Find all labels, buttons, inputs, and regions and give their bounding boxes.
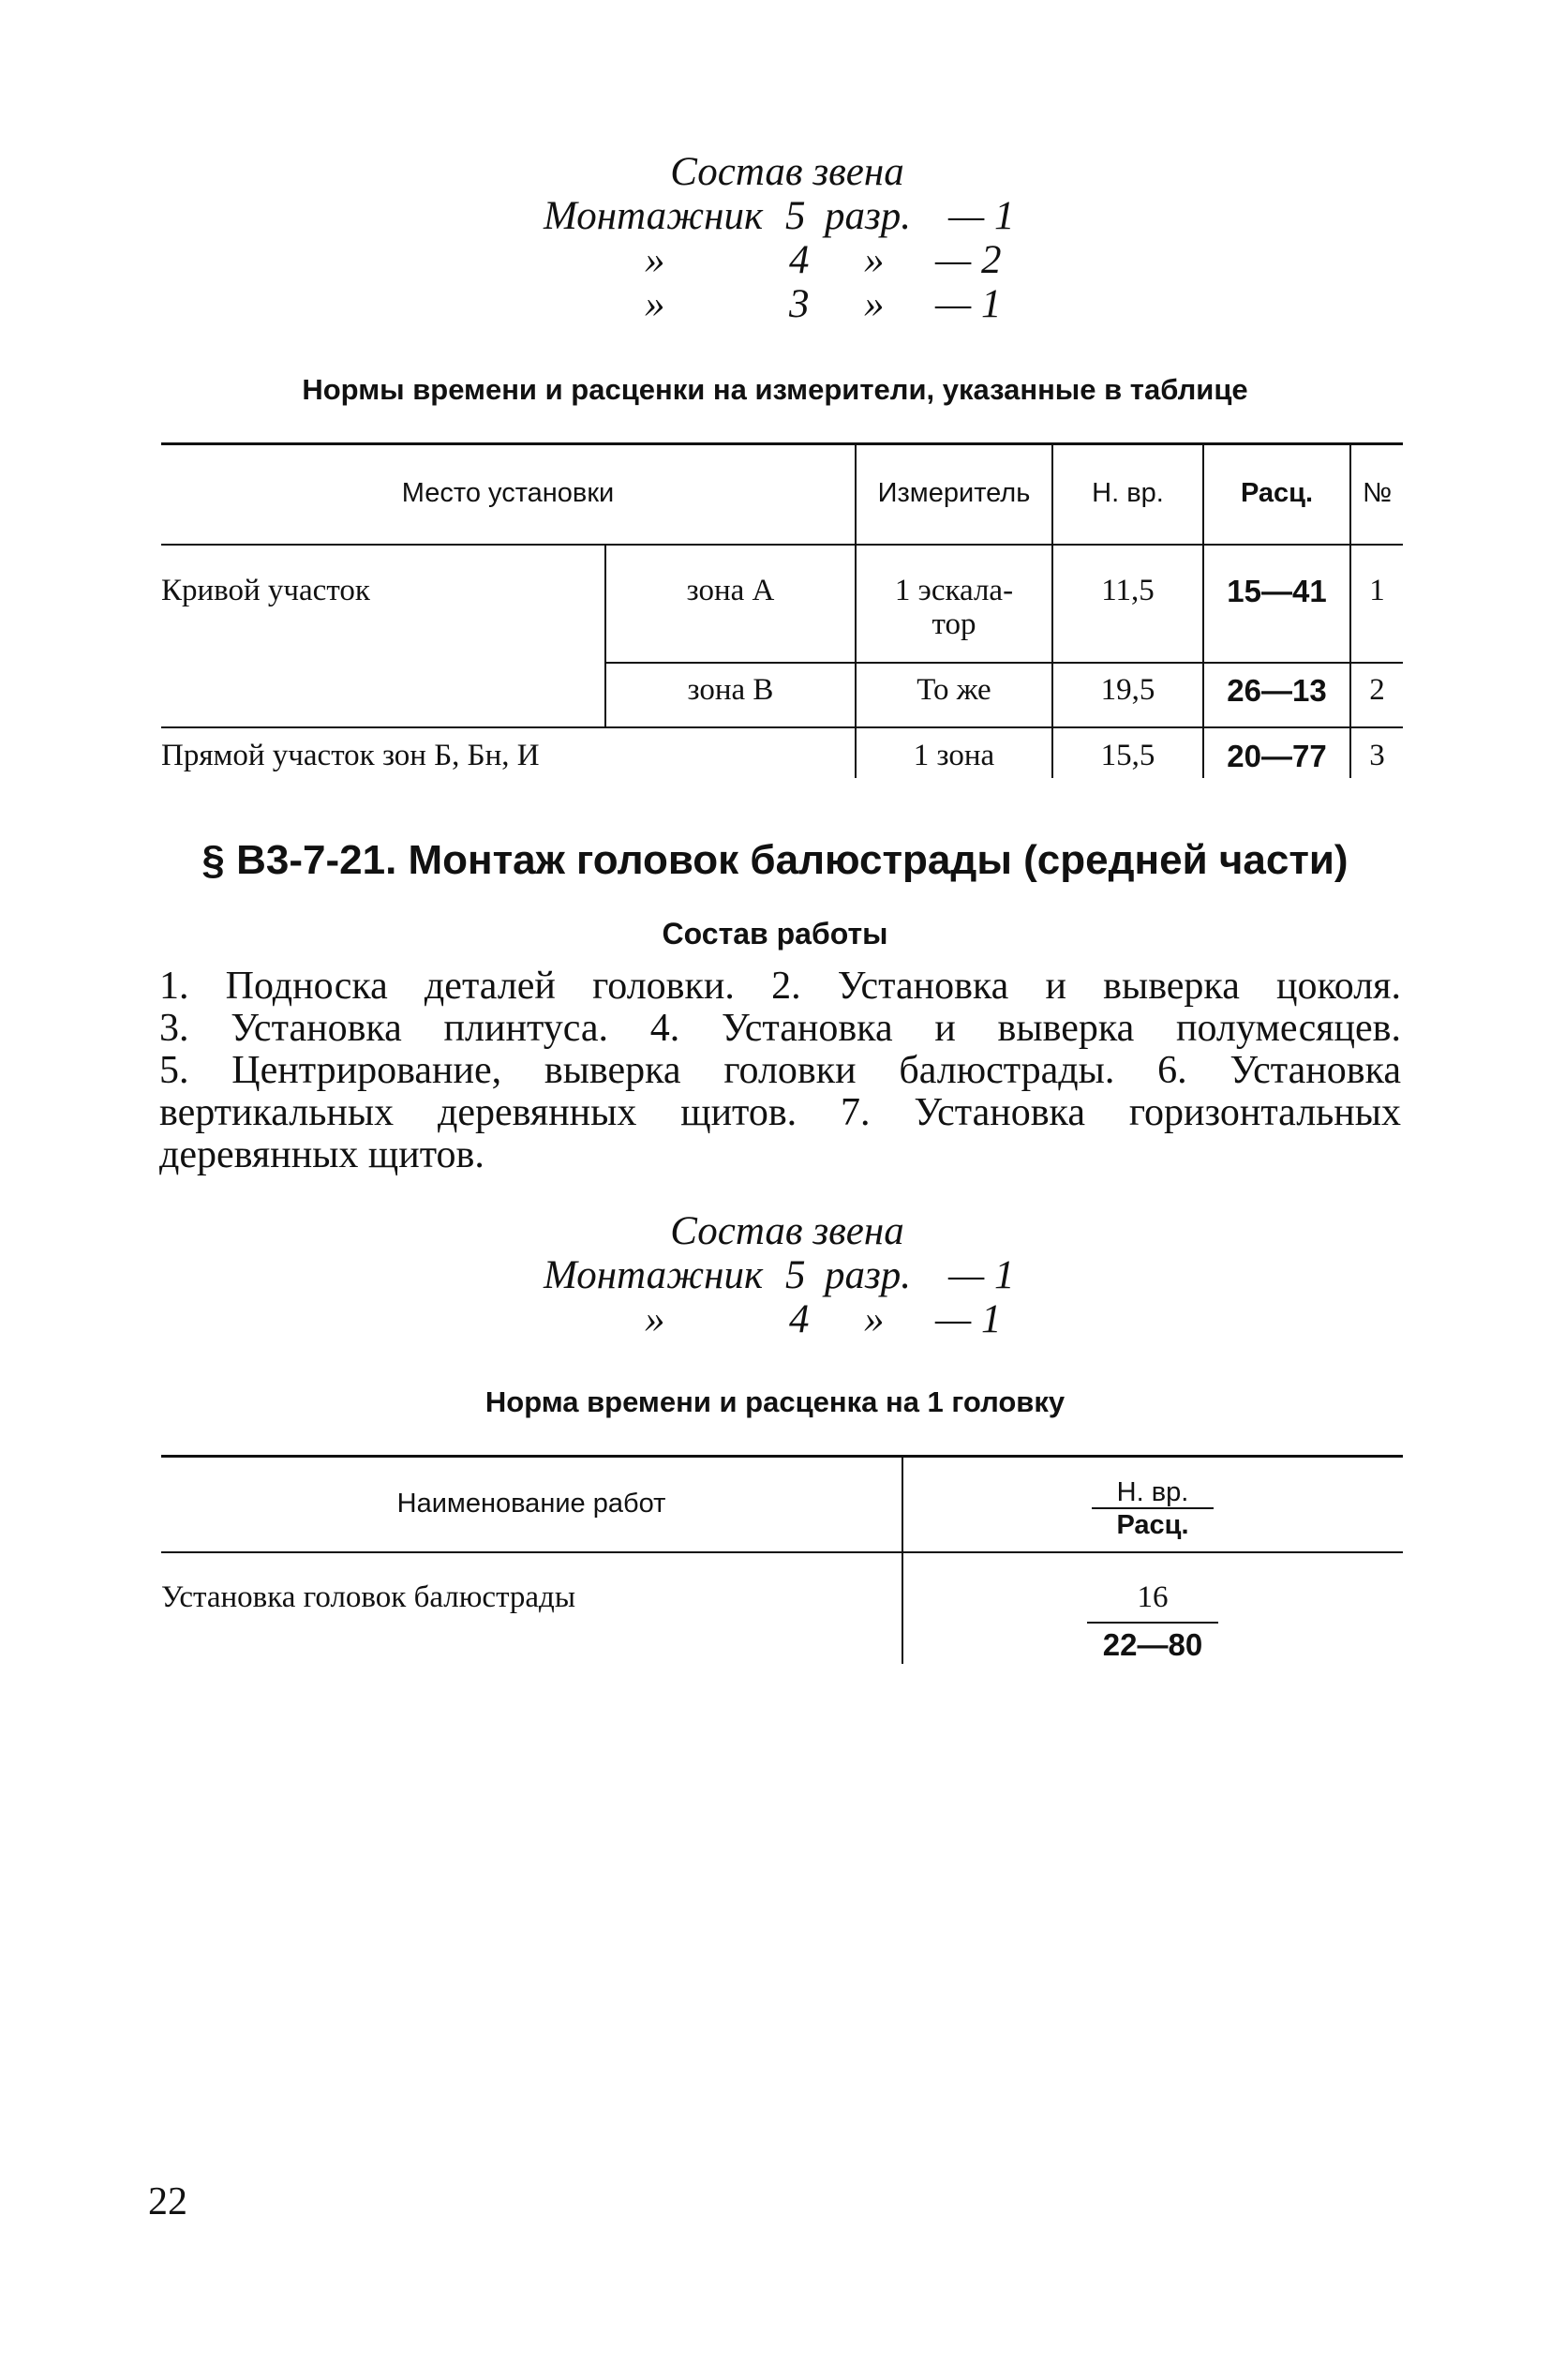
- cell-norm: 19,5: [1100, 673, 1155, 707]
- paragraph-line: 1. Подноска деталей головки. 2. Установка и выверка цоколя.: [159, 965, 1401, 1008]
- header-meter: Измеритель: [877, 478, 1031, 508]
- cell-meter: 1 зона: [913, 739, 995, 772]
- crew-unit: »: [864, 238, 885, 282]
- cell-meter: 1 эскала-: [894, 574, 1014, 607]
- cell-number: 1: [1369, 574, 1385, 607]
- table-rule: [161, 544, 1403, 546]
- table-rule: [161, 1455, 1403, 1458]
- crew-composition-2: [544, 1209, 1031, 1341]
- table-rule: [161, 1551, 1403, 1553]
- crew-grade: 4: [789, 1297, 810, 1341]
- work-composition-title: Состав работы: [662, 917, 888, 951]
- crew-grade: 5: [785, 1253, 806, 1297]
- cell-norm: 16: [1137, 1580, 1169, 1614]
- header-rate: Расц.: [1116, 1510, 1189, 1540]
- crew-row: [544, 194, 1031, 238]
- crew-row: [544, 238, 1031, 282]
- cell-rate: 20—77: [1227, 739, 1327, 773]
- cell-norm: 15,5: [1100, 739, 1155, 772]
- paragraph-line: деревянных щитов.: [159, 1133, 484, 1176]
- fraction-bar: [1092, 1507, 1214, 1509]
- cell-rate: 15—41: [1227, 574, 1327, 608]
- cell-rate: 22—80: [1102, 1627, 1203, 1662]
- crew-role: Монтажник: [544, 1253, 764, 1297]
- crew-grade: 3: [789, 282, 810, 326]
- crew-role: »: [645, 282, 665, 326]
- crew-unit: разр.: [825, 1253, 912, 1297]
- crew-unit: »: [864, 282, 885, 326]
- header-name: Наименование работ: [396, 1489, 666, 1519]
- crew-unit: »: [864, 1297, 885, 1341]
- cell-meter: То же: [917, 673, 991, 707]
- cell-number: 3: [1369, 739, 1385, 772]
- table-rule: [161, 442, 1403, 445]
- crew-count: — 1: [935, 1297, 1002, 1341]
- crew-row: [544, 1253, 1031, 1297]
- paragraph-line: вертикальных деревянных щитов. 7. Установка горизонтальных: [159, 1091, 1401, 1134]
- crew-count: — 1: [948, 194, 1015, 238]
- table-rule: [604, 662, 1403, 664]
- crew-count: — 1: [935, 282, 1002, 326]
- crew-count: — 1: [948, 1253, 1015, 1297]
- cell-number: 2: [1369, 673, 1385, 707]
- table-caption: Норма времени и расценка на 1 головку: [484, 1385, 1066, 1418]
- cell-norm: 11,5: [1101, 574, 1155, 607]
- cell-zone: зона В: [687, 673, 774, 707]
- header-rate: Расц.: [1240, 478, 1314, 508]
- header-place: Место установки: [401, 478, 615, 508]
- crew-grade: 4: [789, 238, 810, 282]
- paragraph-line: 5. Центрирование, выверка головки балюстрады. 6. Установка: [159, 1049, 1401, 1092]
- header-norm: Н. вр.: [1092, 478, 1164, 508]
- table-rule: [902, 1458, 903, 1664]
- cell-zone: зона А: [686, 574, 775, 607]
- crew-composition-1: [544, 150, 1031, 326]
- crew-row: [544, 282, 1031, 326]
- table-rule: [161, 726, 1403, 728]
- page-number: 22: [148, 2180, 187, 2223]
- cell-meter-cont: тор: [931, 607, 976, 641]
- cell-place: Кривой участок: [161, 574, 370, 607]
- header-norm: Н. вр.: [1116, 1477, 1189, 1507]
- crew-title: Состав звена: [670, 1209, 904, 1253]
- cell-rate: 26—13: [1227, 673, 1327, 708]
- section-heading: § В3-7-21. Монтаж головок балюстрады (средней части): [201, 837, 1349, 883]
- header-number: №: [1362, 478, 1393, 508]
- crew-role: »: [645, 238, 665, 282]
- crew-role: Монтажник: [544, 194, 764, 238]
- crew-title: Состав звена: [670, 150, 904, 194]
- fraction-bar: [1087, 1622, 1218, 1624]
- crew-row: [544, 1297, 1031, 1341]
- crew-grade: 5: [785, 194, 806, 238]
- crew-role: »: [645, 1297, 665, 1341]
- work-composition-text: [159, 965, 1401, 1176]
- cell-place: Прямой участок зон Б, Бн, И: [161, 739, 540, 772]
- crew-count: — 2: [935, 238, 1002, 282]
- table-caption: Нормы времени и расценки на измерители, указанные в таблице: [302, 373, 1248, 406]
- paragraph-line: 3. Установка плинтуса. 4. Установка и выверка полумесяцев.: [159, 1007, 1401, 1050]
- cell-name: Установка головок балюстрады: [161, 1580, 576, 1614]
- crew-unit: разр.: [825, 194, 912, 238]
